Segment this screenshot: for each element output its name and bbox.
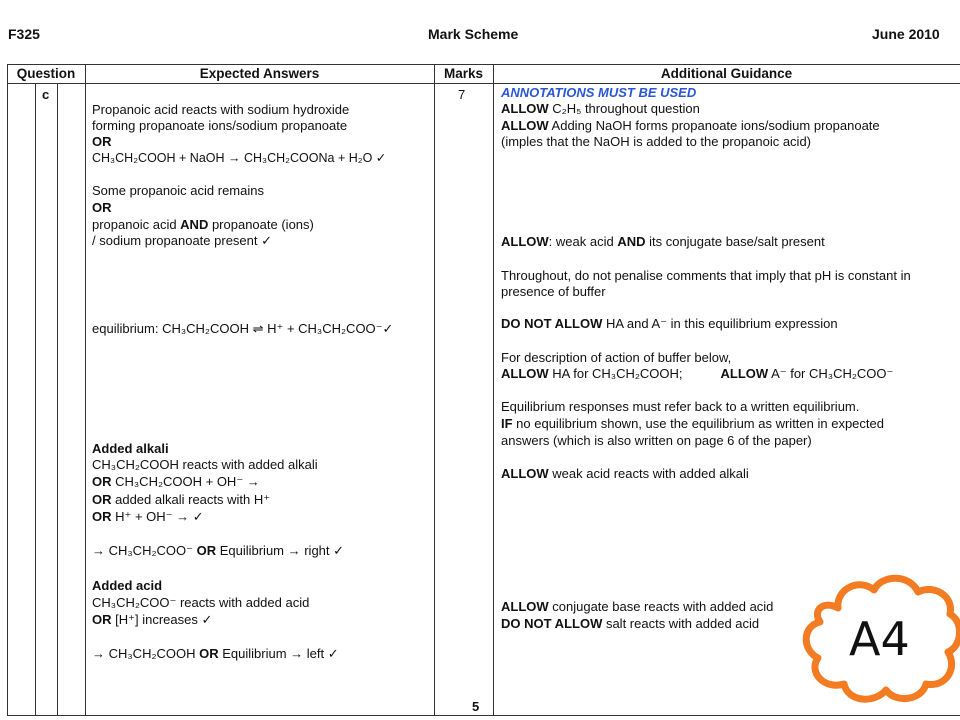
answer-heading-alkali: Added alkali (92, 441, 169, 456)
guidance-line: DO NOT ALLOW HA and A⁻ in this equilibrium expression (501, 316, 838, 331)
answer-line: Some propanoic acid remains (92, 183, 264, 198)
col-border-part (35, 83, 36, 716)
answer-line: OR CH₃CH₂COOH + OH⁻ → (92, 474, 260, 489)
marks-total: 7 (458, 87, 466, 102)
col-border-answers (434, 64, 435, 716)
guidance-line: ALLOW HA for CH₃CH₂COOH; ALLOW A⁻ for CH₃CH₂COO⁻ (501, 366, 894, 381)
marks-max: 5 (472, 699, 480, 714)
answer-line: OR (92, 134, 112, 149)
answer-line: OR [H⁺] increases ✓ (92, 612, 213, 627)
guidance-line: Throughout, do not penalise comments that imply that pH is constant in (501, 268, 911, 283)
guidance-line: For description of action of buffer below, (501, 350, 732, 365)
col-border-left (7, 64, 8, 716)
answer-line: forming propanoate ions/sodium propanoate (92, 118, 348, 133)
guidance-line: (imples that the NaOH is added to the propanoic acid) (501, 134, 812, 149)
document-title: Mark Scheme (428, 26, 519, 42)
col-header-marks: Marks (443, 66, 484, 81)
document-code: F325 (8, 26, 40, 42)
guidance-line: ALLOW weak acid reacts with added alkali (501, 466, 749, 481)
answer-line: OR (92, 200, 112, 215)
guidance-line: IF no equilibrium shown, use the equilibrium as written in expected (501, 416, 884, 431)
document-date: June 2010 (872, 26, 940, 42)
answer-line: propanoic acid AND propanoate (ions) (92, 217, 314, 232)
guidance-line: ALLOW C₂H₅ throughout question (501, 101, 700, 116)
annotations-notice: ANNOTATIONS MUST BE USED (501, 85, 697, 100)
col-header-question: Question (16, 66, 76, 81)
guidance-line: DO NOT ALLOW salt reacts with added acid (501, 616, 760, 631)
guidance-line: presence of buffer (501, 284, 606, 299)
table-bottom-border (7, 715, 960, 716)
answer-line: OR added alkali reacts with H⁺ (92, 492, 271, 507)
table-top-border (7, 64, 960, 65)
answer-equilibrium: equilibrium: CH₃CH₂COOH ⇌ H⁺ + CH₃CH₂COO⁻✓ (92, 321, 394, 336)
answer-line: → CH₃CH₂COOH OR Equilibrium → left ✓ (92, 646, 339, 661)
answer-line: OR H⁺ + OH⁻ → ✓ (92, 509, 204, 524)
answer-line: Propanoic acid reacts with sodium hydroxide (92, 102, 350, 117)
answer-equation: CH₃CH₂COOH + NaOH → CH₃CH₂COONa + H₂O ✓ (92, 151, 387, 165)
guidance-line: Equilibrium responses must refer back to a written equilibrium. (501, 399, 860, 414)
answer-line: → CH₃CH₂COO⁻ OR Equilibrium → right ✓ (92, 543, 345, 558)
col-border-marks (493, 64, 494, 716)
answer-line: CH₃CH₂COO⁻ reacts with added acid (92, 595, 310, 610)
col-border-question (85, 64, 86, 716)
answer-heading-acid: Added acid (92, 578, 163, 593)
question-part: c (42, 87, 50, 102)
answer-line: CH₃CH₂COOH reacts with added alkali (92, 457, 318, 472)
guidance-line: ALLOW Adding NaOH forms propanoate ions/sodium propanoate (501, 118, 880, 133)
col-header-expected-answers: Expected Answers (199, 66, 320, 81)
header-row-border (7, 83, 960, 84)
guidance-line: answers (which is also written on page 6 of the paper) (501, 433, 812, 448)
guidance-line: ALLOW conjugate base reacts with added acid (501, 599, 774, 614)
col-header-guidance: Additional Guidance (660, 66, 793, 81)
col-border-sub (57, 83, 58, 716)
guidance-line: ALLOW: weak acid AND its conjugate base/salt present (501, 234, 825, 249)
badge-label: A4 (849, 612, 910, 666)
answer-line: / sodium propanoate present ✓ (92, 233, 273, 248)
